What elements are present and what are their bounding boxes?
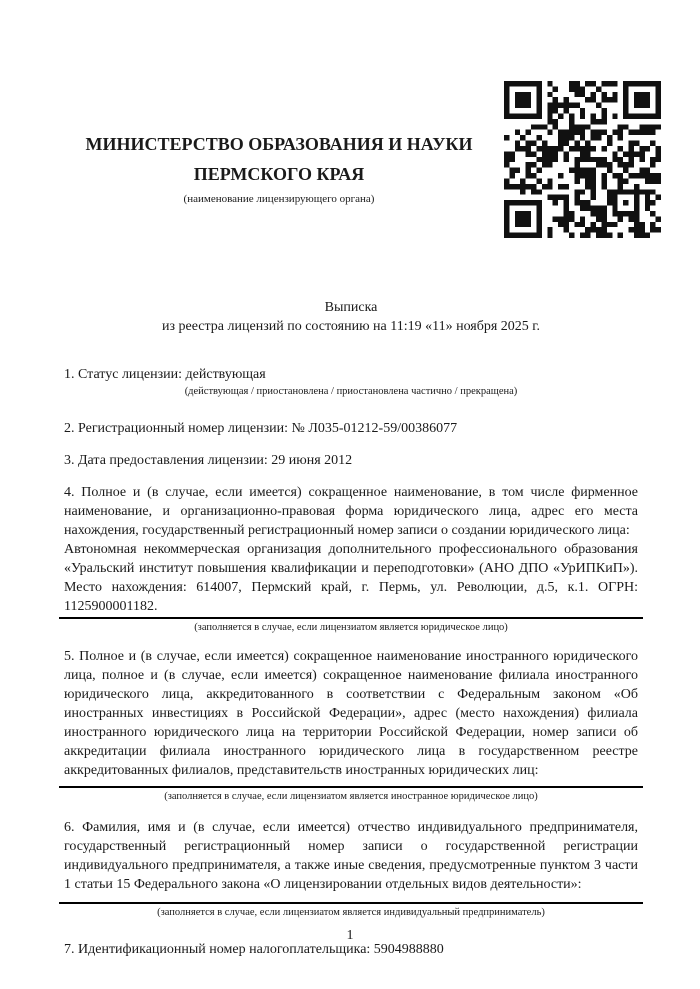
ministry-name-line2: ПЕРМСКОГО КРАЯ [193, 164, 365, 184]
entrepreneur-fill-rule [59, 902, 643, 904]
ministry-caption: (наименование лицензирующего органа) [183, 193, 375, 205]
foreign-entity-caption: (заполняется в случае, если лицензиатом является иностранное юридическое лицо) [164, 791, 538, 802]
foreign-entity-clause: 5. Полное и (в случае, если имеется) сокращенное наименование иностранного юридического лица, полное и (в случае, если имеется) сокращенное наименование филиала иностранного юридического лица, аккредитованного в соответствии с Федеральным законом «Об иностранных инвестициях в Российской Федерации», адрес (место нахождения) филиала иностранного юридического лица на территории Российской Федерации, номер записи об аккредитации филиала иностранного юридического лица в государственном реестре аккредитованных филиалов, представительств иностранных юридических лиц: [64, 649, 638, 778]
legal-entity-caption: (заполняется в случае, если лицензиатом является юридическое лицо) [194, 622, 508, 633]
page-number: 1 [346, 928, 354, 943]
grant-date-line: 3. Дата предоставления лицензии: 29 июня 2012 [64, 453, 353, 468]
status-caption: (действующая / приостановлена / приостановлена частично / прекращена) [184, 386, 518, 397]
ministry-name [60, 129, 498, 189]
legal-entity-fill-rule [59, 617, 643, 619]
document-title: Выписка [324, 300, 378, 315]
status-line: 1. Статус лицензии: действующая [64, 367, 266, 382]
foreign-entity-fill-rule [59, 786, 643, 788]
legal-entity-value: Автономная некоммерческая организация дополнительного профессионального образования «Уральский институт повышения квалификации и переподготовки» (АНО ДПО «УрИПКиП»). Место нахождения: 614007, Пермский край, г. Пермь, ул. Революции, д.5, к.1. ОГРН: 1125900001182. [64, 542, 638, 614]
legal-entity-clause: 4. Полное и (в случае, если имеется) сокращенное наименование, в том числе фирменное наименование, и организационно-правовая форма юридического лица, адрес его места нахождения, государственный регистрационный номер записи о создании юридического лица: [64, 485, 638, 538]
inn-line: 7. Идентификационный номер налогоплательщика: 5904988880 [64, 942, 444, 957]
ministry-name-line1: МИНИСТЕРСТВО ОБРАЗОВАНИЯ И НАУКИ [85, 134, 473, 154]
document-title-block [64, 298, 638, 336]
entrepreneur-clause: 6. Фамилия, имя и (в случае, если имеется) отчество индивидуального предпринимателя, государственный регистрационный номер записи о государственной регистрации индивидуального предпринимателя, а также иные сведения, предусмотренные пунктом 3 части 1 статьи 15 Федерального закона «О лицензировании отдельных видов деятельности»: [64, 820, 638, 892]
document-body [64, 298, 638, 959]
document-subtitle: из реестра лицензий по состоянию на 11:19 «11» ноября 2025 г. [162, 319, 540, 334]
qr-code-icon [504, 81, 661, 238]
entrepreneur-caption: (заполняется в случае, если лицензиатом является индивидуальный предприниматель) [157, 907, 545, 918]
registration-number-line: 2. Регистрационный номер лицензии: № Л035-01212-59/00386077 [64, 421, 458, 436]
